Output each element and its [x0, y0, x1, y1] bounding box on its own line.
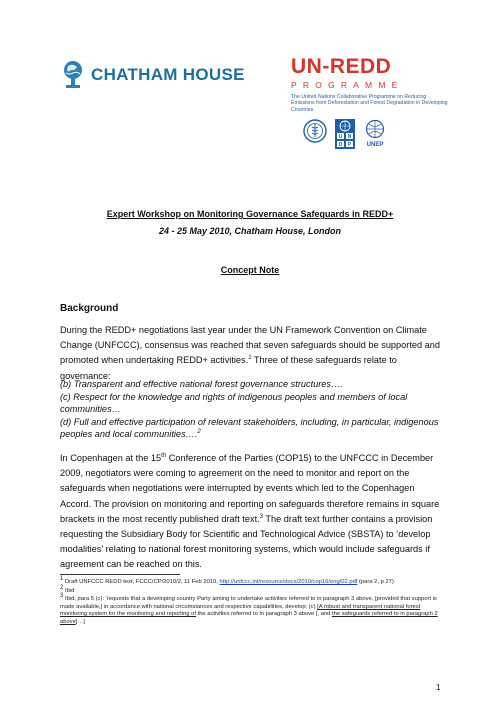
footnote-3-underlined-2: the safeguards referred to in paragraph 2 above	[60, 611, 438, 625]
footnote-1	[60, 576, 446, 587]
svg-text:U: U	[338, 133, 343, 140]
footnote-divider	[60, 574, 180, 575]
unep-label: UNEP	[366, 141, 384, 148]
footnote-1-text: Draft UNFCCC REDD text, FCCC/CP/2010/2, 11 Feb 2010,	[63, 579, 220, 585]
agency-emblems	[303, 119, 451, 149]
safeguard-d: (d) Full and effective participation of relevant stakeholders, including, in particular, indigenous peoples and local communities….	[60, 416, 439, 439]
footnote-3-underlined-1: [A robust and transparent national forest monitoring system for the monitoring and reporting of	[60, 603, 421, 618]
unredd-logo	[291, 56, 451, 149]
footnotes	[60, 576, 446, 628]
para1-text: During the REDD+ negotiations last year under the UN Framework Convention on Climate Change (UNFCCC), consensus was reached that seven safeguards should be supported and promoted when undertaking REDD+ activities.	[60, 325, 440, 366]
paragraph-copenhagen	[60, 451, 440, 573]
document-title: Expert Workshop on Monitoring Governance Safeguards in REDD+	[106, 209, 394, 219]
footnote-1-link[interactable]: http://unfccc.int/resource/docs/2010/cop16/eng/02.pdf	[219, 579, 358, 585]
chatham-house-logo	[60, 60, 245, 90]
concept-note-heading: Concept Note	[220, 265, 280, 275]
para2-start: In Copenhagen at the 15	[60, 453, 162, 463]
para2-mid: Conference of the Parties (COP15) to the UNFCCC in December 2009, negotiators were coming to agreement on the need to monitor and report on the safeguards when negotiations were interrupted by events which led to the Copenhagen Accord. The provision on monitoring and reporting on safeguards therefore remains in square brackets in the most recently published draft text.	[60, 453, 440, 524]
footnote-ref-3[interactable]: 3	[259, 513, 264, 520]
footnote-3-number: 3	[60, 593, 64, 600]
section-heading: Background	[60, 303, 119, 314]
para1-tail: Three of these safeguards relate to governance:	[60, 355, 397, 381]
unep-emblem	[363, 119, 387, 148]
footnote-3-text-c: ]…]	[75, 618, 85, 625]
paragraph-background	[60, 323, 440, 384]
footnote-ref-2[interactable]: 2	[197, 428, 201, 435]
footnote-1-tail: (para 2, p 27)	[357, 579, 394, 585]
unredd-description: The United Nations Collaborative Programme on Reducing Emissions from Deforestation and Forest Degradation in Developing Countries	[291, 94, 448, 113]
footnote-2	[60, 584, 446, 596]
footnote-1-number: 1	[60, 576, 64, 583]
fao-emblem	[303, 119, 327, 143]
safeguard-c: (c) Respect for the knowledge and rights of indigenous peoples and members of local communities…	[60, 391, 408, 414]
safeguards-quote	[60, 378, 440, 441]
unredd-title: UN-REDD	[291, 55, 392, 78]
footnote-2-number: 2	[60, 584, 64, 591]
svg-text:D: D	[338, 141, 343, 148]
unredd-programme: PROGRAMME	[291, 80, 404, 90]
chatham-house-wordmark: CHATHAM HOUSE	[91, 65, 245, 84]
footnote-3-text-b: the activities referred to in paragraph 3 above [, and	[195, 611, 332, 618]
footnote-2-text: Ibid	[63, 587, 75, 594]
page-number: 1	[436, 683, 441, 692]
svg-text:P: P	[347, 141, 352, 148]
unep-emblem-icon	[363, 119, 387, 141]
footnote-3-text-a: Ibid, para 5 (c): ‘requests that a developing country Party aiming to undertake activities referred to in paragraph 3 above, [provided that support is made available,] in accordance with national circumstances and respective capabilities, develop: (c)	[60, 596, 437, 610]
para2-end: The draft text further contains a provision requesting the Subsidiary Body for Scientific and Technological Advice (SBSTA) to ‘develop modalities’ relating to national forest monitoring systems, which would include safeguards if agreement can be reached on this.	[60, 513, 433, 570]
undp-emblem	[335, 119, 355, 149]
footnote-ref-1[interactable]: 1	[248, 355, 252, 362]
fao-emblem-icon	[303, 119, 327, 143]
undp-emblem-icon	[335, 119, 355, 149]
svg-text:N: N	[347, 133, 352, 140]
safeguard-b: (b) Transparent and effective national forest governance structures….	[60, 379, 343, 389]
ordinal-suffix: th	[161, 452, 167, 459]
globe-icon	[60, 60, 86, 90]
dateline: 24 - 25 May 2010, Chatham House, London	[158, 226, 342, 236]
footnote-3	[60, 593, 446, 626]
